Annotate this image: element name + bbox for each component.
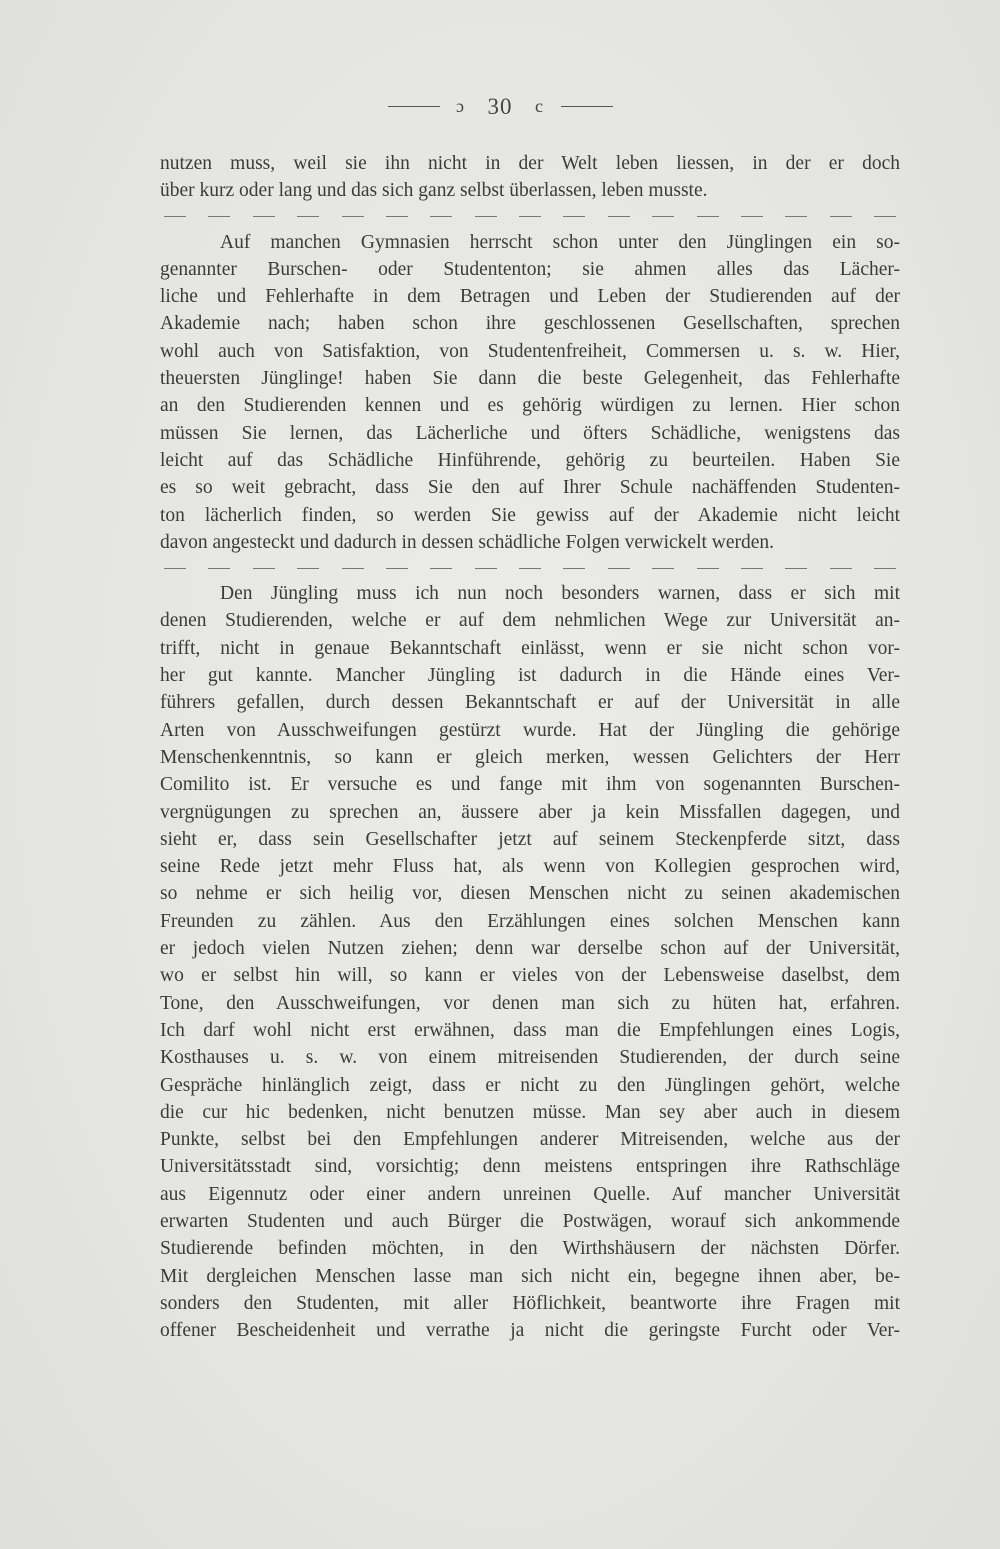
text-line: Studierende befinden möchten, in den Wirthshäusern der nächsten Dörfer. (160, 1238, 900, 1260)
page-number: 30 (487, 93, 513, 119)
header-ornament-left: ɔ (456, 96, 465, 117)
text-line: Menschenkenntnis, so kann er gleich merken, wessen Gelichters der Herr (160, 746, 900, 768)
page-header (0, 92, 1000, 120)
text-line: denen Studierenden, welche er auf dem nehmlichen Wege zur Universität an- (160, 610, 900, 632)
text-line: es so weit gebracht, dass Sie den auf Ihrer Schule nachäffenden Studenten- (160, 477, 900, 499)
text-line: offener Bescheidenheit und verrathe ja nicht die geringste Furcht oder Ver- (160, 1320, 900, 1342)
header-rule-left (388, 106, 440, 107)
header-rule-right (561, 106, 613, 107)
text-line: wo er selbst hin will, so kann er vieles von der Lebensweise daselbst, dem (160, 965, 900, 987)
text-line: theuersten Jünglinge! haben Sie dann die beste Gelegenheit, das Fehlerhafte (160, 368, 900, 390)
text-line: Den Jüngling muss ich nun noch besonders warnen, dass er sich mit (220, 583, 900, 605)
text-line: Universitätsstadt sind, vorsichtig; denn meistens entspringen ihre Rathschläge (160, 1156, 900, 1178)
text-line: trifft, nicht in genaue Bekanntschaft einlässt, wenn er sie nicht schon vor- (160, 637, 900, 659)
text-line: her gut kannte. Mancher Jüngling ist dadurch in die Hände eines Ver- (160, 665, 900, 687)
text-line: Ich darf wohl nicht erst erwähnen, dass man die Empfehlungen eines Logis, (160, 1019, 900, 1041)
text-line: Punkte, selbst bei den Empfehlungen anderer Mitreisenden, welche aus der (160, 1129, 900, 1151)
text-line: so nehme er sich heilig vor, diesen Menschen nicht zu seinen akademischen (160, 883, 900, 905)
text-line: er jedoch vielen Nutzen ziehen; denn war derselbe schon auf der Universität, (160, 938, 900, 960)
text-line: Comilito ist. Er versuche es und fange mit ihm von sogenannten Burschen- (160, 774, 900, 796)
text-line: müssen Sie lernen, das Lächerliche und öfters Schädliche, wenigstens das (160, 422, 900, 444)
text-line: führers gefallen, durch dessen Bekanntschaft er auf der Universität in alle (160, 692, 900, 714)
text-line: an den Studierenden kennen und es gehörig würdigen zu lernen. Hier schon (160, 395, 900, 417)
section-divider-dashes (160, 556, 900, 580)
text-line: davon angesteckt und dadurch in dessen schädliche Folgen verwickelt werden. (160, 531, 775, 553)
text-line: Kosthauses u. s. w. von einem mitreisenden Studierenden, der durch seine (160, 1047, 900, 1069)
text-line: über kurz oder lang und das sich ganz selbst überlassen, leben musste. (160, 180, 708, 202)
text-line: Mit dergleichen Menschen lasse man sich nicht ein, begegne ihnen aber, be- (160, 1265, 900, 1287)
text-line: seine Rede jetzt mehr Fluss hat, als wenn von Kollegien gesprochen wird, (160, 856, 900, 878)
text-line: wohl auch von Satisfaktion, von Studentenfreiheit, Commersen u. s. w. Hier, (160, 340, 900, 362)
text-line: Arten von Ausschweifungen gestürzt wurde. Hat der Jüngling die gehörige (160, 719, 900, 741)
page-body-text (160, 150, 900, 1344)
text-line: vergnügungen zu sprechen an, äussere aber ja kein Missfallen dagegen, und (160, 801, 900, 823)
text-line: Gespräche hinlänglich zeigt, dass er nicht zu den Jünglingen gehört, welche (160, 1074, 900, 1096)
text-line: erwarten Studenten und auch Bürger die Postwägen, worauf sich ankommende (160, 1210, 900, 1232)
text-line: Freunden zu zählen. Aus den Erzählungen eines solchen Menschen kann (160, 910, 900, 932)
text-line: genannter Burschen- oder Studententon; sie ahmen alles das Lächer- (160, 258, 900, 280)
text-line: sieht er, dass sein Gesellschafter jetzt auf seinem Steckenpferde sitzt, dass (160, 828, 900, 850)
paragraph-3 (160, 580, 900, 1344)
text-line: liche und Fehlerhafte in dem Betragen und Leben der Studierenden auf der (160, 286, 900, 308)
text-line: Tone, den Ausschweifungen, vor denen man sich zu hüten hat, erfahren. (160, 992, 900, 1014)
text-line: Auf manchen Gymnasien herrscht schon unter den Jünglingen ein so- (220, 231, 900, 253)
text-line: nutzen muss, weil sie ihn nicht in der Welt leben liessen, in der er doch (160, 153, 900, 174)
text-line: ton lächerlich finden, so werden Sie gewiss auf der Akademie nicht leicht (160, 504, 900, 526)
paragraph-2 (160, 229, 900, 557)
text-line: sonders den Studenten, mit aller Höflichkeit, beantworte ihre Fragen mit (160, 1292, 900, 1314)
paragraph-1 (160, 150, 900, 205)
text-line: aus Eigennutz oder einer andern unreinen Quelle. Auf mancher Universität (160, 1183, 900, 1205)
header-ornament-right: c (535, 96, 544, 117)
text-line: die cur hic bedenken, nicht benutzen müsse. Man sey aber auch in diesem (160, 1101, 900, 1123)
section-divider-dashes (160, 205, 900, 229)
text-line: Akademie nach; haben schon ihre geschlossenen Gesellschaften, sprechen (160, 313, 900, 335)
text-line: leicht auf das Schädliche Hinführende, gehörig zu beurteilen. Haben Sie (160, 449, 900, 471)
